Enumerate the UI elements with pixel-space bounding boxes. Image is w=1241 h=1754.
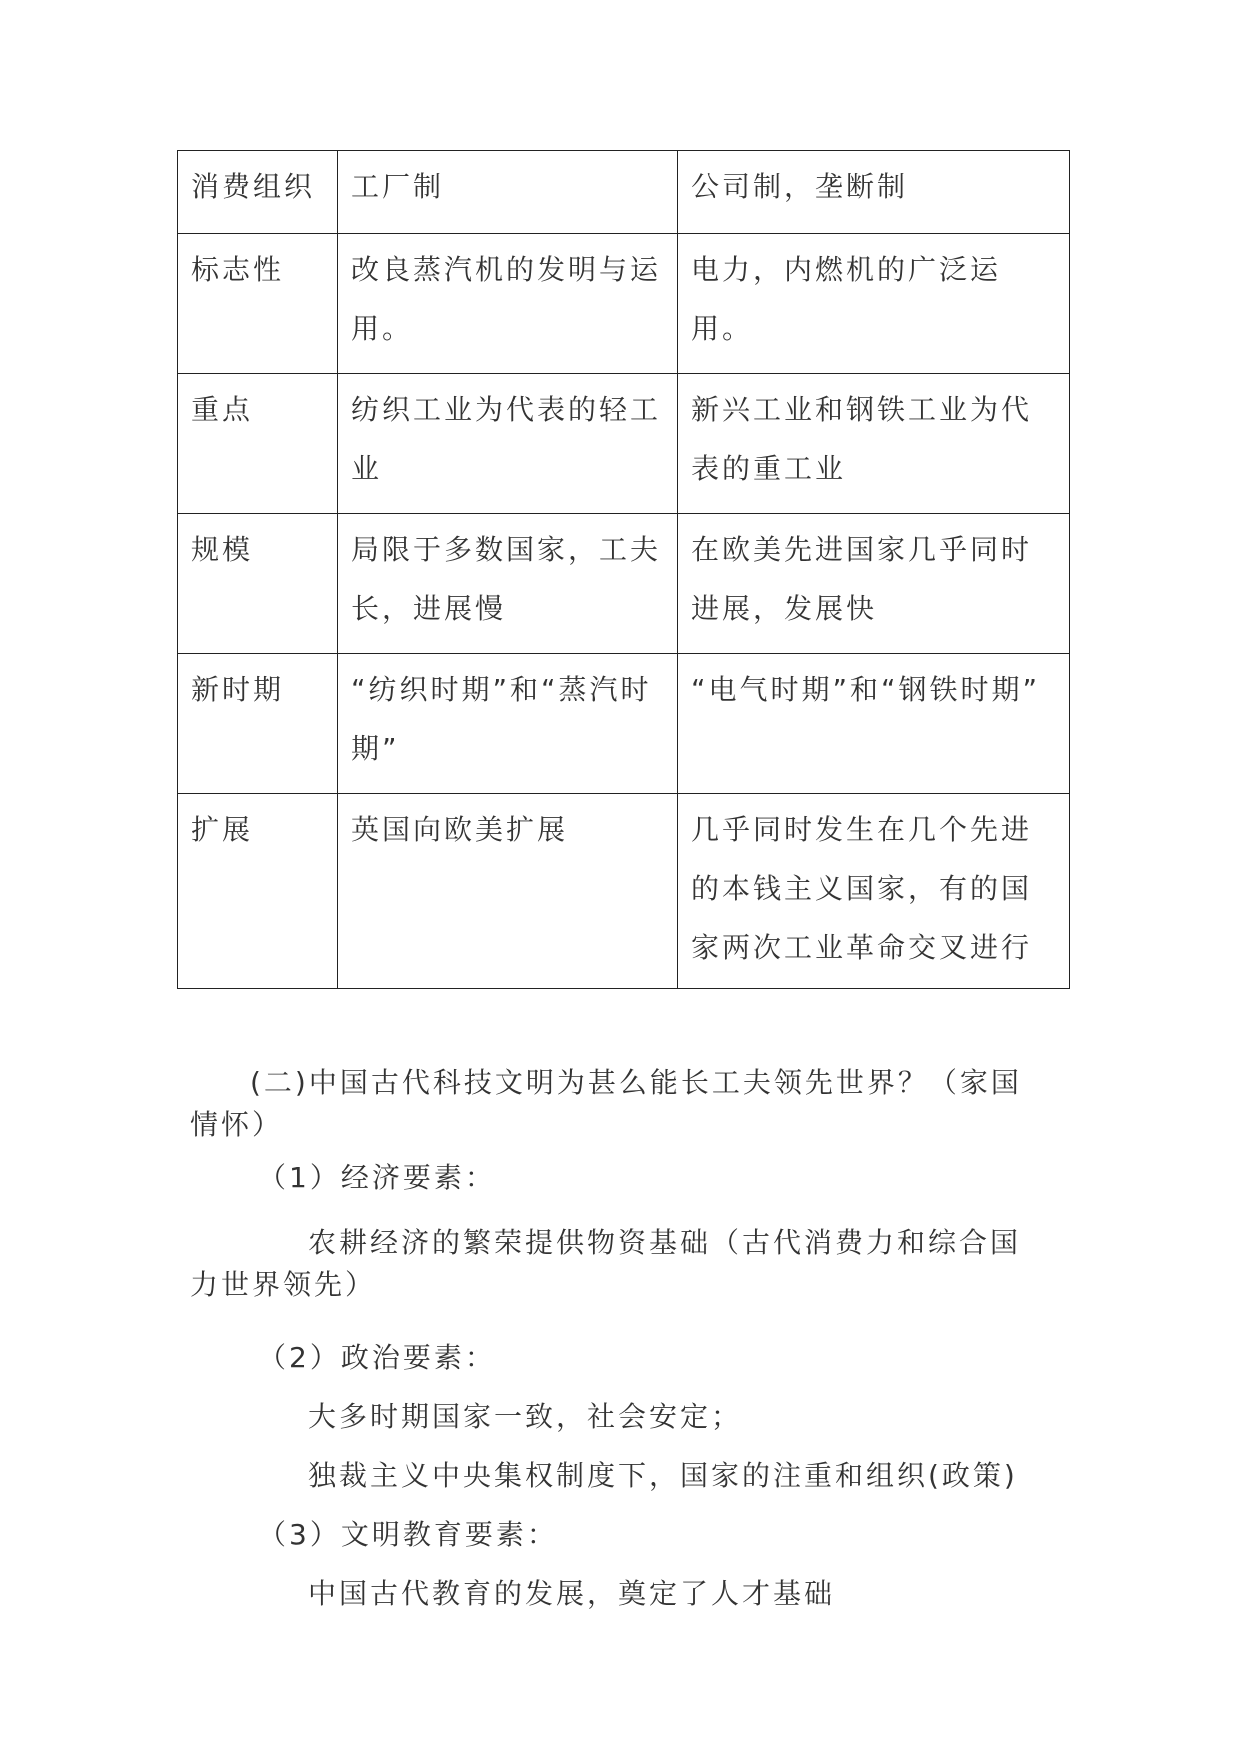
table-row bbox=[178, 514, 1070, 654]
table-row bbox=[178, 151, 1070, 234]
table-cell: 新时期 bbox=[178, 654, 338, 794]
table-cell: 工厂制 bbox=[338, 151, 678, 234]
table-cell: 改良蒸汽机的发明与运用。 bbox=[338, 234, 678, 374]
section-question: (二)中国古代科技文明为甚么能长工夫领先世界？（家国情怀） bbox=[190, 1066, 1022, 1141]
factor-heading-economy: （1）经济要素： bbox=[258, 1161, 496, 1194]
factor-text: 农耕经济的繁荣提供物资基础（古代消费力和综合国力世界领先） bbox=[190, 1226, 1022, 1301]
table-cell: “纺织时期”和“蒸汽时期” bbox=[338, 654, 678, 794]
table-cell: 公司制，垄断制 bbox=[678, 151, 1070, 234]
table-cell: 电力，内燃机的广泛运用。 bbox=[678, 234, 1070, 374]
table-cell: 在欧美先进国家几乎同时进展，发展快 bbox=[678, 514, 1070, 654]
table-cell: 扩展 bbox=[178, 794, 338, 989]
factor-heading-politics: （2）政治要素： bbox=[258, 1341, 496, 1374]
factor-text: 独裁主义中央集权制度下，国家的注重和组织(政策) bbox=[308, 1459, 1018, 1492]
table-cell: “电气时期”和“钢铁时期” bbox=[678, 654, 1070, 794]
factor-heading-education: （3）文明教育要素： bbox=[258, 1518, 558, 1551]
table-cell: 几乎同时发生在几个先进的本钱主义国家，有的国家两次工业革命交叉进行 bbox=[678, 794, 1070, 989]
table-row bbox=[178, 654, 1070, 794]
factor-text: 中国古代教育的发展，奠定了人才基础 bbox=[308, 1577, 836, 1610]
table-row bbox=[178, 794, 1070, 989]
table-row bbox=[178, 234, 1070, 374]
table-cell: 纺织工业为代表的轻工业 bbox=[338, 374, 678, 514]
table-cell: 规模 bbox=[178, 514, 338, 654]
table-cell: 新兴工业和钢铁工业为代表的重工业 bbox=[678, 374, 1070, 514]
comparison-table bbox=[177, 150, 1070, 989]
table-cell: 局限于多数国家，工夫长，进展慢 bbox=[338, 514, 678, 654]
table-cell: 重点 bbox=[178, 374, 338, 514]
table-cell: 标志性 bbox=[178, 234, 338, 374]
table-cell: 消费组织 bbox=[178, 151, 338, 234]
table-cell: 英国向欧美扩展 bbox=[338, 794, 678, 989]
table-row bbox=[178, 374, 1070, 514]
factor-text: 大多时期国家一致，社会安定； bbox=[308, 1400, 743, 1433]
